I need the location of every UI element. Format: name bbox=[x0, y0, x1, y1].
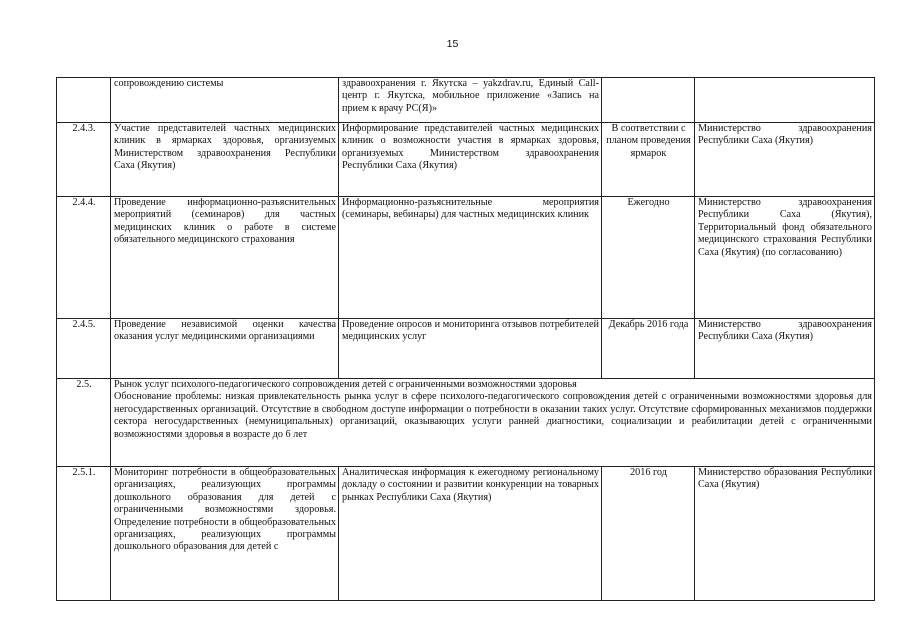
row-number: 2.4.4. bbox=[57, 197, 111, 319]
row-number bbox=[57, 78, 111, 123]
page-number: 15 bbox=[446, 38, 459, 50]
result-cell: здравоохранения г. Якутска – yakzdrav.ru, Единый Call-центр г. Якутска, мобильное приложение «Запись на прием к врачу РС(Я)» bbox=[339, 78, 602, 123]
table-row bbox=[57, 197, 875, 319]
deadline-cell: 2016 год bbox=[602, 467, 695, 601]
section-row bbox=[57, 379, 875, 467]
deadline-cell: Декабрь 2016 года bbox=[602, 319, 695, 379]
deadline-cell: В соответствии с планом проведения ярмарок bbox=[602, 123, 695, 197]
section-number: 2.5. bbox=[57, 379, 111, 467]
activity-cell: Участие представителей частных медицинских клиник в ярмарках здоровья, организуемых Министерством здравоохранения Республики Саха (Якутия) bbox=[111, 123, 339, 197]
row-number: 2.5.1. bbox=[57, 467, 111, 601]
row-number: 2.4.3. bbox=[57, 123, 111, 197]
responsible-cell: Министерство образования Республики Саха (Якутия) bbox=[695, 467, 875, 601]
section-title: Рынок услуг психолого-педагогического сопровождения детей с ограниченными возможностями здоровья bbox=[114, 379, 577, 390]
section-justification: Обоснование проблемы: низкая привлекательность рынка услуг в сфере психолого-педагогического сопровождения детей с ограниченными возможностями здоровья для негосударственных организаций. Отсутствие в свободном доступе информации о потребности в оказании таких услуг. Отсутствие сформированных механизмов поддержки сектора негосударственных (немуниципальных) организаций, оказывающих услуги ранней диагностики, социализации и реабилитации детей с ограниченными возможностями здоровья в возрасте до 6 лет bbox=[114, 391, 872, 440]
table-row bbox=[57, 319, 875, 379]
responsible-cell: Министерство здравоохранения Республики Саха (Якутия) bbox=[695, 123, 875, 197]
result-cell: Информирование представителей частных медицинских клиник о возможности участия в ярмарках здоровья, организуемых Министерством здравоохранения Республики Саха (Якутия) bbox=[339, 123, 602, 197]
activity-cell: Мониторинг потребности в общеобразовательных организациях, реализующих программы дошкольного образования для детей с ограниченными возможностями здоровья. Определение потребности в общеобразовательных организациях, реализующих программы дошкольного образования для детей с bbox=[111, 467, 339, 601]
result-cell: Аналитическая информация к ежегодному региональному докладу о состоянии и развитии конкуренции на товарных рынках Республики Саха (Якутия) bbox=[339, 467, 602, 601]
deadline-cell bbox=[602, 78, 695, 123]
action-plan-table bbox=[56, 77, 875, 601]
activity-cell: сопровождению системы bbox=[111, 78, 339, 123]
responsible-cell: Министерство здравоохранения Республики Саха (Якутия) bbox=[695, 319, 875, 379]
section-body bbox=[111, 379, 875, 467]
table-row bbox=[57, 123, 875, 197]
row-number: 2.4.5. bbox=[57, 319, 111, 379]
activity-cell: Проведение независимой оценки качества оказания услуг медицинскими организациями bbox=[111, 319, 339, 379]
table-row bbox=[57, 467, 875, 601]
activity-cell: Проведение информационно-разъяснительных мероприятий (семинаров) для частных медицинских клиник о работе в системе обязательного медицинского страхования bbox=[111, 197, 339, 319]
result-cell: Информационно-разъяснительные мероприятия (семинары, вебинары) для частных медицинских клиник bbox=[339, 197, 602, 319]
deadline-cell: Ежегодно bbox=[602, 197, 695, 319]
responsible-cell: Министерство здравоохранения Республики Саха (Якутия), Территориальный фонд обязательного медицинского страхования Республики Саха (Якутия) (по согласованию) bbox=[695, 197, 875, 319]
responsible-cell bbox=[695, 78, 875, 123]
table-row bbox=[57, 78, 875, 123]
result-cell: Проведение опросов и мониторинга отзывов потребителей медицинских услуг bbox=[339, 319, 602, 379]
